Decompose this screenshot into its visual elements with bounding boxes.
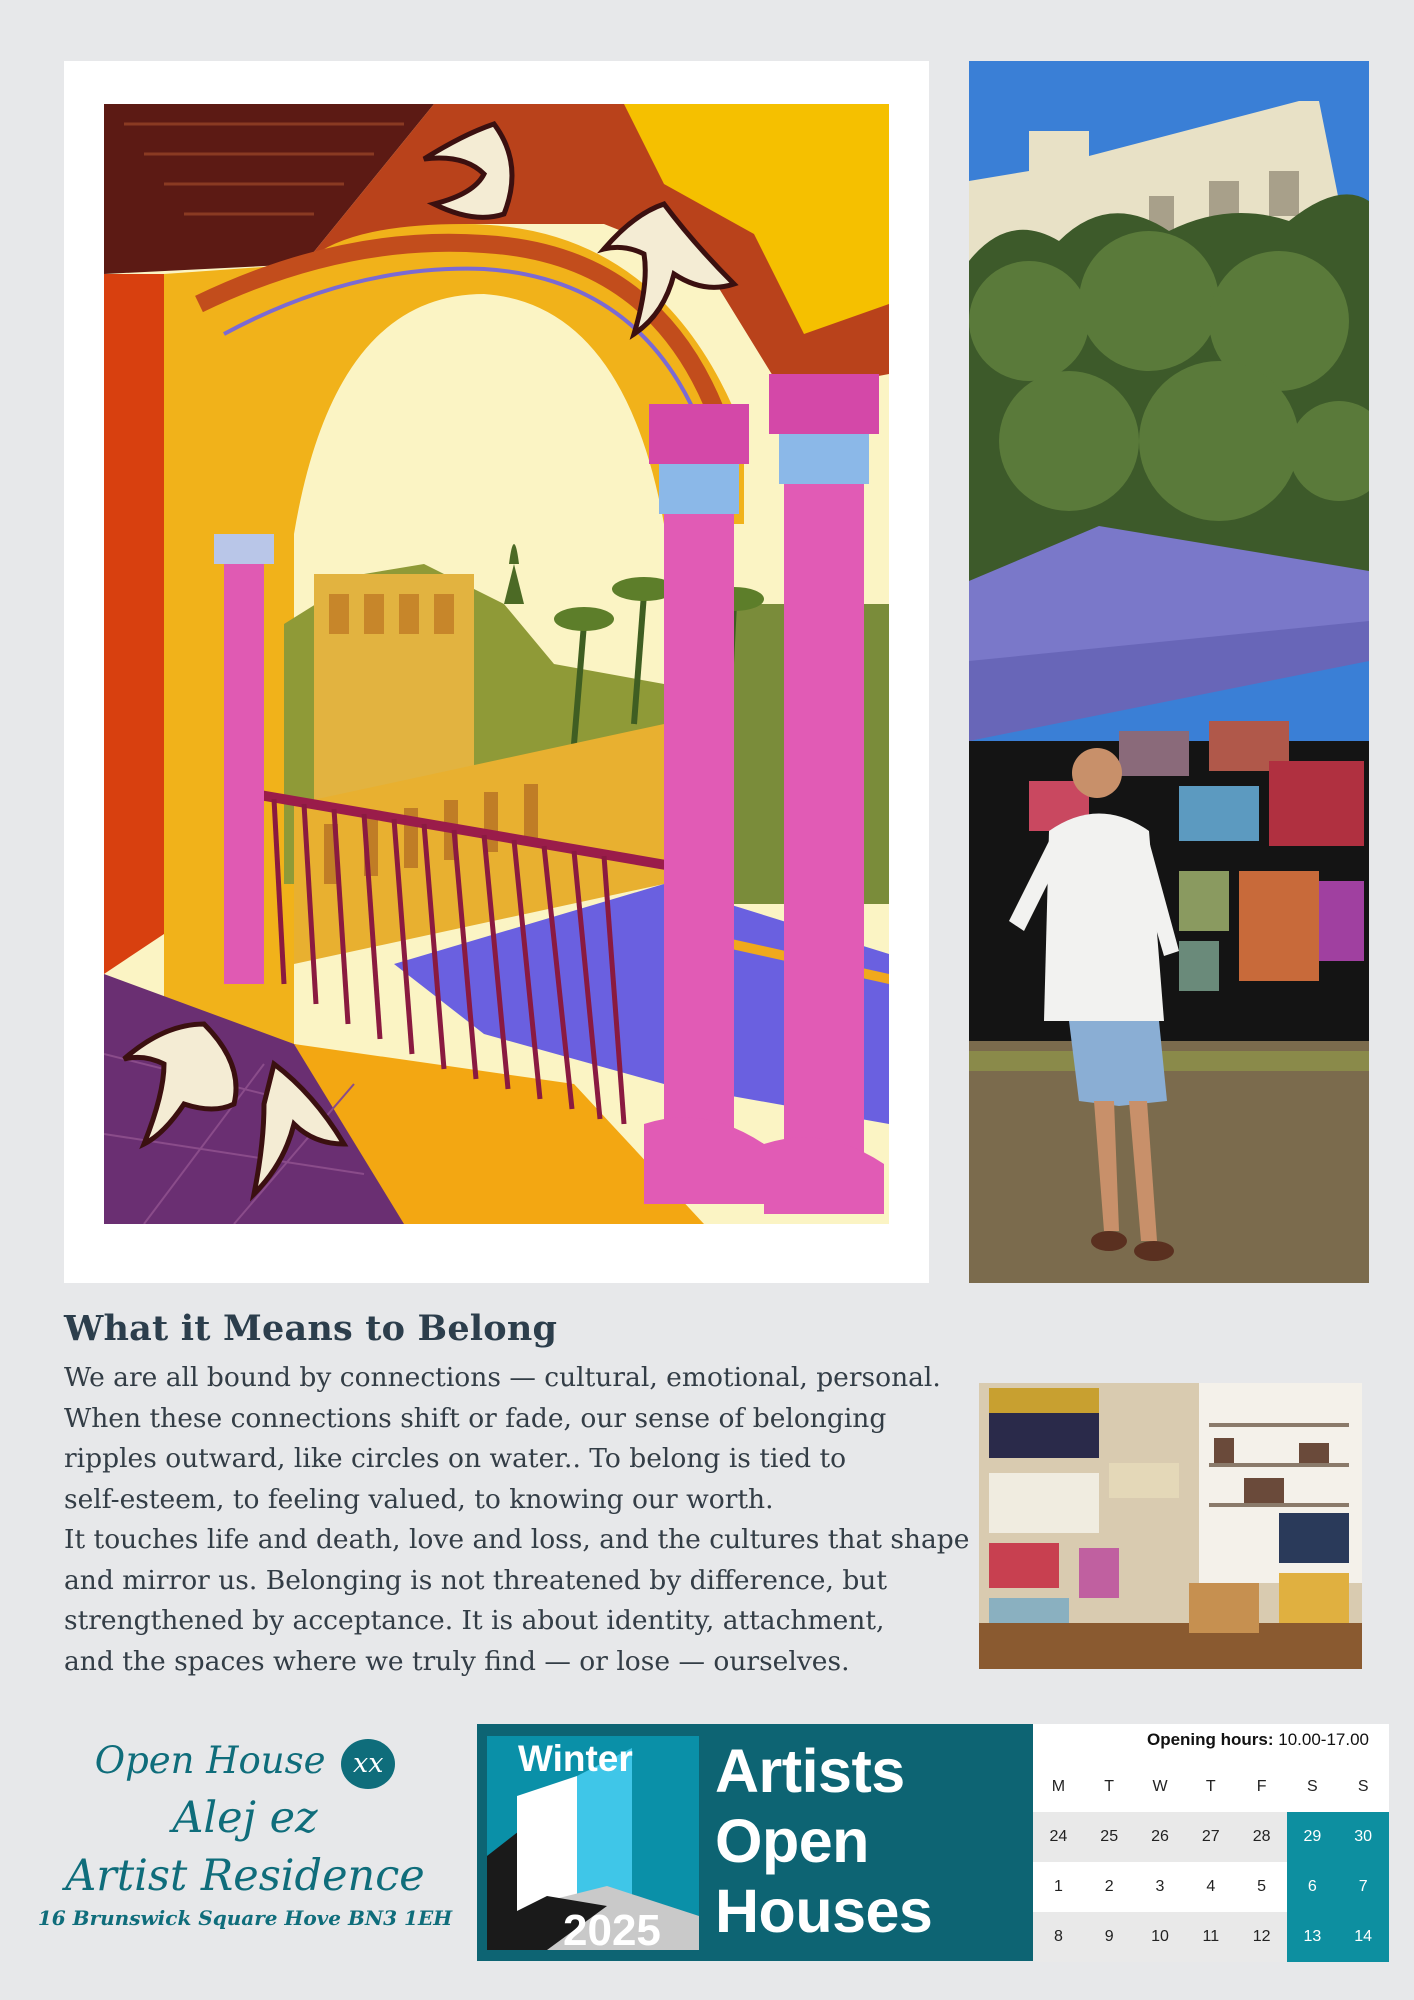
calendar-day-open: 30 [1338,1812,1389,1862]
article-line: When these connections shift or fade, our sense of belonging [64,1402,887,1434]
article-line: and mirror us. Belonging is not threatened by difference, but [64,1564,888,1596]
artwork-illustration [104,104,889,1224]
calendar-grid [1033,1762,1389,1962]
opening-hours-label: Opening hours: [1146,1730,1274,1749]
weekday-label: T [1104,1778,1115,1795]
calendar-week-row [1033,1862,1389,1912]
weekday-label: W [1152,1778,1168,1795]
article-line: We are all bound by connections — cultural, emotional, personal. [64,1362,941,1393]
open-house-heading [30,1738,460,1789]
venue-address: 16 Brunswick Square Hove BN3 1EH [37,1905,453,1930]
opening-calendar [1033,1724,1389,1961]
calendar-week-row [1033,1812,1389,1862]
article-line: It touches life and death, love and loss, and the cultures that shape [64,1524,970,1555]
article-title: What it Means to Belong [64,1308,558,1349]
calendar-day: 28 [1252,1828,1271,1845]
weekday-label: S [1307,1778,1318,1795]
calendar-day-open: 7 [1338,1862,1389,1912]
open-house-label [30,1738,460,1931]
article-line: strengthened by acceptance. It is about identity, attachment, [64,1605,885,1636]
calendar-day: 11 [1202,1928,1220,1945]
calendar-day: 10 [1151,1928,1169,1945]
calendar-day: 4 [1206,1878,1216,1895]
calendar-day: 1 [1053,1878,1063,1895]
opening-hours [1147,1730,1369,1750]
calendar-day: 5 [1257,1878,1267,1895]
aoh-title [715,1736,932,1946]
calendar-day-open: 6 [1287,1862,1338,1912]
calendar-day: 9 [1104,1928,1114,1945]
calendar-day: 3 [1155,1878,1165,1895]
calendar-day: 8 [1053,1928,1063,1945]
aoh-season: Winter [518,1738,633,1779]
artwork-print [64,61,929,1283]
calendar-day-open: 13 [1287,1912,1338,1962]
opening-hours-value: 10.00-17.00 [1278,1730,1369,1749]
venue-name: Artist Residence [65,1850,425,1901]
calendar-weekday-row [1033,1762,1389,1812]
calendar-day: 27 [1201,1828,1220,1845]
calendar-day: 24 [1049,1828,1068,1845]
artist-name: Alej ez [172,1792,318,1843]
calendar-week-row [1033,1912,1389,1962]
weekday-label: F [1256,1778,1267,1795]
calendar-day: 26 [1151,1828,1169,1845]
weekday-label: S [1357,1778,1369,1795]
weekday-label: M [1051,1778,1066,1795]
open-house-text: Open House [94,1739,326,1782]
aoh-banner [477,1724,1033,1961]
weekday-label: T [1205,1778,1216,1795]
aoh-year: 2025 [563,1906,661,1955]
article-line: ripples outward, like circles on water.. To belong is tied to [64,1443,847,1474]
article-body [64,1358,970,1682]
article-line: self-esteem, to feeling valued, to knowing our worth. [64,1483,774,1515]
calendar-day: 2 [1104,1878,1114,1895]
aoh-title-line: Artists [715,1737,905,1805]
aoh-title-line: Open [715,1807,869,1875]
house-number-badge: xx [341,1739,395,1789]
aoh-title-line: Houses [715,1877,933,1945]
artist-photo [969,61,1369,1283]
studio-photo [979,1383,1362,1669]
calendar-day-open: 14 [1338,1912,1389,1962]
calendar-day-open: 29 [1287,1812,1338,1862]
article-line: and the spaces where we truly find — or lose — ourselves. [64,1645,850,1677]
calendar-day: 25 [1100,1828,1119,1845]
calendar-day: 12 [1252,1928,1271,1945]
